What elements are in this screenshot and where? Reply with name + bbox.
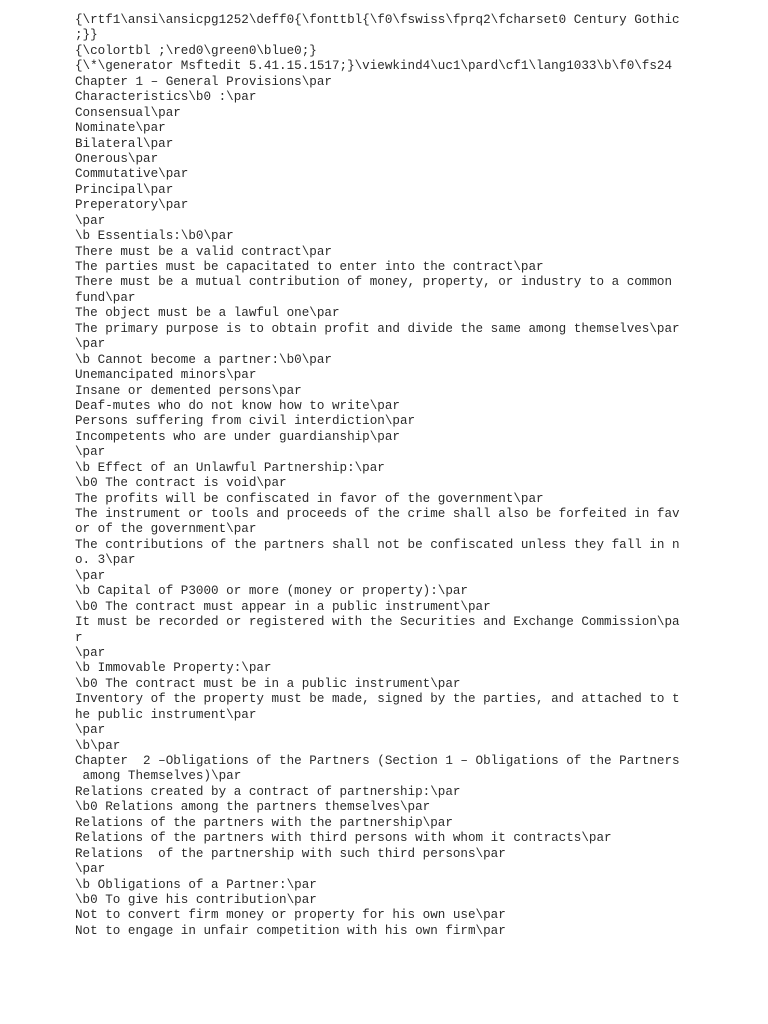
text-line: he public instrument\par (75, 707, 257, 722)
text-line: \par (75, 645, 106, 660)
text-line: Bilateral\par (75, 136, 174, 151)
text-line: Inventory of the property must be made, signed by the parties, and attached to t (75, 692, 680, 707)
rtf-source-text (75, 13, 685, 939)
text-line: \b Cannot become a partner:\b0\par (75, 352, 332, 367)
text-line: \b0 Relations among the partners themselves\par (75, 800, 431, 815)
text-line: \b0 The contract is void\par (75, 476, 287, 491)
text-line: Not to convert firm money or property for his own use\par (75, 908, 506, 923)
text-line: \b Obligations of a Partner:\par (75, 877, 317, 892)
text-line: Consensual\par (75, 105, 181, 120)
text-line: Commutative\par (75, 167, 189, 182)
text-line: Relations of the partnership with such third persons\par (75, 846, 506, 861)
text-line: \par (75, 337, 106, 352)
text-line: Incompetents who are under guardianship\par (75, 429, 400, 444)
text-line: \b0 To give his contribution\par (75, 892, 317, 907)
text-line: \b0 The contract must be in a public instrument\par (75, 676, 461, 691)
text-line: Relations of the partners with the partnership\par (75, 815, 453, 830)
text-line: Chapter 1 – General Provisions\par (75, 74, 332, 89)
text-line: Not to engage in unfair competition with his own firm\par (75, 923, 506, 938)
text-line: It must be recorded or registered with the Securities and Exchange Commission\pa (75, 615, 680, 630)
text-line: There must be a valid contract\par (75, 244, 332, 259)
text-line: Relations of the partners with third persons with whom it contracts\par (75, 831, 612, 846)
text-line: There must be a mutual contribution of money, property, or industry to a common (75, 275, 673, 290)
text-line: \b Capital of P3000 or more (money or property):\par (75, 584, 468, 599)
text-line: Chapter 2 –Obligations of the Partners (Section 1 – Obligations of the Partners (75, 754, 680, 768)
text-line: \par (75, 862, 106, 877)
text-line: Relations created by a contract of partnership:\par (75, 784, 461, 799)
text-line: \b Effect of an Unlawful Partnership:\par (75, 460, 385, 475)
text-line: \b\par (75, 738, 121, 753)
text-line: {\colortbl ;\red0\green0\blue0;} (75, 43, 317, 58)
text-line: {\*\generator Msftedit 5.41.15.1517;}\viewkind4\uc1\pard\cf1\lang1033\b\f0\fs24 (75, 59, 673, 74)
text-line: or of the government\par (75, 522, 257, 537)
text-line: ;}} (75, 28, 98, 43)
text-line: Persons suffering from civil interdiction\par (75, 414, 416, 429)
text-line: Characteristics\b0 :\par (75, 90, 257, 105)
text-line: Principal\par (75, 182, 174, 197)
text-line: r (75, 630, 83, 645)
text-line: The contributions of the partners shall not be confiscated unless they fall in n (75, 537, 680, 552)
text-line: The profits will be confiscated in favor of the government\par (75, 491, 544, 506)
text-line: {\rtf1\ansi\ansicpg1252\deff0{\fonttbl{\f0\fswiss\fprq2\fcharset0 Century Gothic (75, 13, 680, 27)
text-line: The instrument or tools and proceeds of the crime shall also be forfeited in fav (75, 507, 680, 521)
text-line: among Themselves)\par (75, 769, 242, 784)
text-line: \par (75, 568, 106, 583)
text-line: \par (75, 445, 106, 460)
text-line: Preperatory\par (75, 198, 189, 213)
text-line: Unemancipated minors\par (75, 368, 257, 383)
text-line: The object must be a lawful one\par (75, 306, 340, 321)
text-line: fund\par (75, 290, 136, 305)
text-line: Insane or demented persons\par (75, 383, 302, 398)
text-line: \par (75, 213, 106, 228)
text-line: Onerous\par (75, 151, 159, 166)
text-line: \b0 The contract must appear in a public instrument\par (75, 599, 491, 614)
text-line: \par (75, 723, 106, 738)
text-line: Deaf-mutes who do not know how to write\par (75, 398, 400, 413)
text-line: \b Essentials:\b0\par (75, 229, 234, 244)
text-line: The primary purpose is to obtain profit and divide the same among themselves\par (75, 321, 680, 336)
text-line: Nominate\par (75, 121, 166, 136)
text-line: \b Immovable Property:\par (75, 661, 272, 676)
text-line: o. 3\par (75, 553, 136, 568)
text-line: The parties must be capacitated to enter into the contract\par (75, 260, 544, 274)
